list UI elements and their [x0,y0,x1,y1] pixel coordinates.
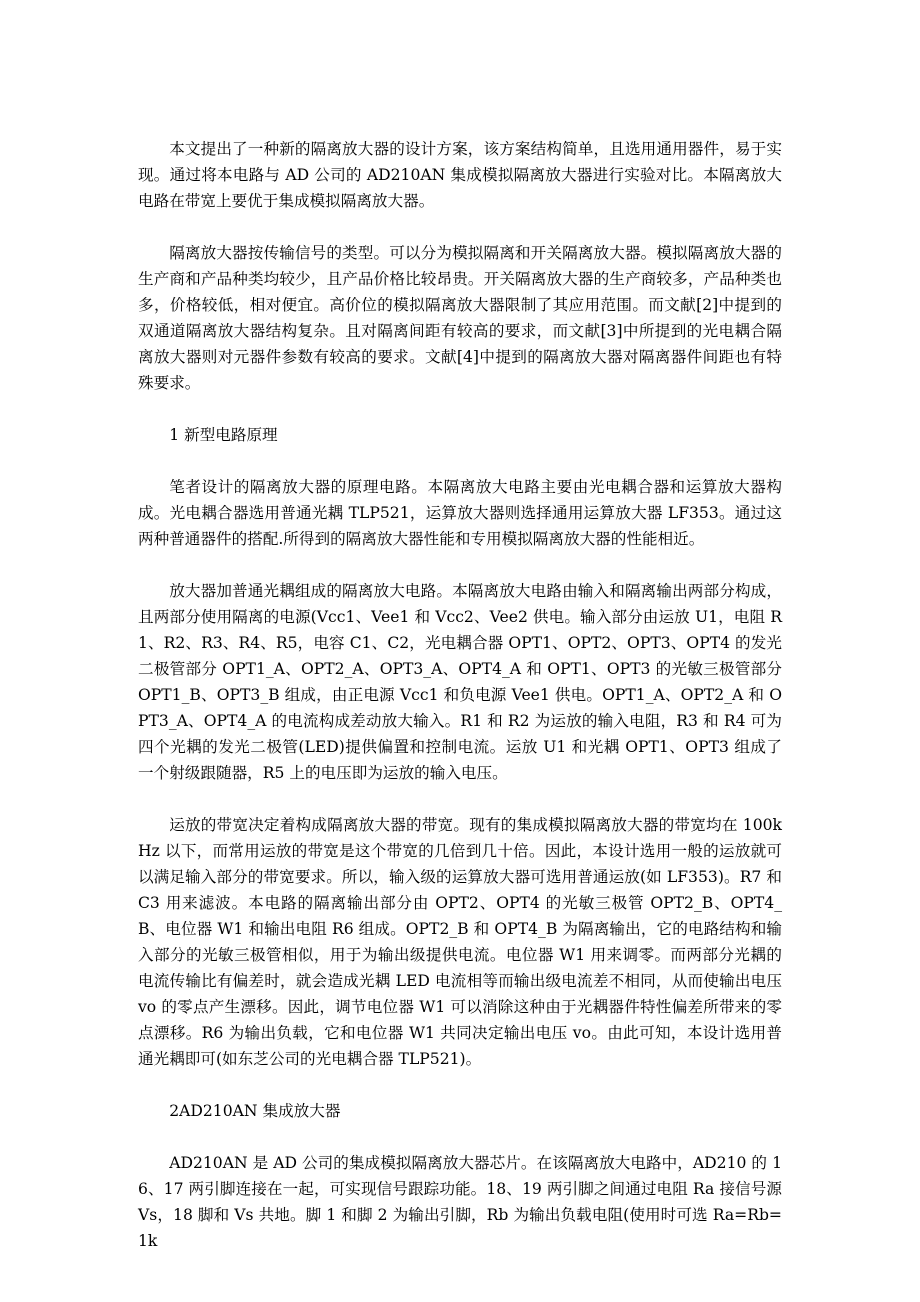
paragraph-circuit: 放大器加普通光耦组成的隔离放大电路。本隔离放大电路由输入和隔离输出两部分构成，且两部分使用隔离的电源(Vcc1、Vee1 和 Vcc2、Vee2 供电。输入部分由运放 U1，电阻 R1、R2、R3、R4、R5，电容 C1、C2，光电耦合器 OPT1、OPT2、OPT3、OPT4 的发光二极管部分 OPT1_A、OPT2_A、OPT3_A、OPT4_A 和 OPT1、OPT3 的光敏三极管部分 OPT1_B、OPT3_B 组成，由正电源 Vcc1 和负电源 Vee1 供电。OPT1_A、OPT2_A 和 OPT3_A、OPT4_A 的电流构成差动放大输入。R1 和 R2 为运放的输入电阻，R3 和 R4 可为四个光耦的发光二极管(LED)提供偏置和控制电流。运放 U1 和光耦 OPT1、OPT3 组成了一个射级跟随器，R5 上的电压即为运放的输入电压。 [138,582,782,782]
paragraph-principle: 笔者设计的隔离放大器的原理电路。本隔离放大电路主要由光电耦合器和运算放大器构成。光电耦合器选用普通光耦 TLP521，运算放大器则选择通用运算放大器 LF353。通过这两种普通器件的搭配.所得到的隔离放大器性能和专用模拟隔离放大器的性能相近。 [138,478,782,548]
paragraph-background: 隔离放大器按传输信号的类型。可以分为模拟隔离和开关隔离放大器。模拟隔离放大器的生产商和产品种类均较少，且产品价格比较昂贵。开关隔离放大器的生产商较多，产品种类也多，价格较低，相对便宜。高价位的模拟隔离放大器限制了其应用范围。而文献[2]中提到的双通道隔离放大器结构复杂。且对隔离间距有较高的要求，而文献[3]中所提到的光电耦合隔离放大器则对元器件参数有较高的要求。文献[4]中提到的隔离放大器对隔离器件间距也有特殊要求。 [138,244,782,392]
paragraph-ad210: AD210AN 是 AD 公司的集成模拟隔离放大器芯片。在该隔离放大电路中，AD210 的 16、17 两引脚连接在一起，可实现信号跟踪功能。18、19 两引脚之间通过电阻 Ra 接信号源 Vs，18 脚和 Vs 共地。脚 1 和脚 2 为输出引脚，Rb 为输出负载电阻(使用时可选 Ra=Rb=1k [138,1154,782,1250]
document-body [138,136,782,1280]
paragraph-intro: 本文提出了一种新的隔离放大器的设计方案，该方案结构简单，且选用通用器件，易于实现。通过将本电路与 AD 公司的 AD210AN 集成模拟隔离放大器进行实验对比。本隔离放大电路在带宽上要优于集成模拟隔离放大器。 [138,140,782,210]
section-heading-2: 2AD210AN 集成放大器 [169,1102,341,1120]
section-heading-1: 1 新型电路原理 [169,426,278,444]
paragraph-bandwidth: 运放的带宽决定着构成隔离放大器的带宽。现有的集成模拟隔离放大器的带宽均在 100kHz 以下，而常用运放的带宽是这个带宽的几倍到几十倍。因此，本设计选用一般的运放就可以满足输入部分的带宽要求。所以，输入级的运算放大器可选用普通运放(如 LF353)。R7 和 C3 用来滤波。本电路的隔离输出部分由 OPT2、OPT4 的光敏三极管 OPT2_B、OPT4_B、电位器 W1 和输出电阻 R6 组成。OPT2_B 和 OPT4_B 为隔离输出，它的电路结构和输入部分的光敏三极管相似，用于为输出级提供电流。电位器 W1 用来调零。而两部分光耦的电流传输比有偏差时，就会造成光耦 LED 电流相等而输出级电流差不相同，从而使输出电压 vo 的零点产生漂移。因此，调节电位器 W1 可以消除这种由于光耦器件特性偏差所带来的零点漂移。R6 为输出负载，它和电位器 W1 共同决定输出电压 vo。由此可知，本设计选用普通光耦即可(如东芝公司的光电耦合器 TLP521)。 [138,816,782,1068]
